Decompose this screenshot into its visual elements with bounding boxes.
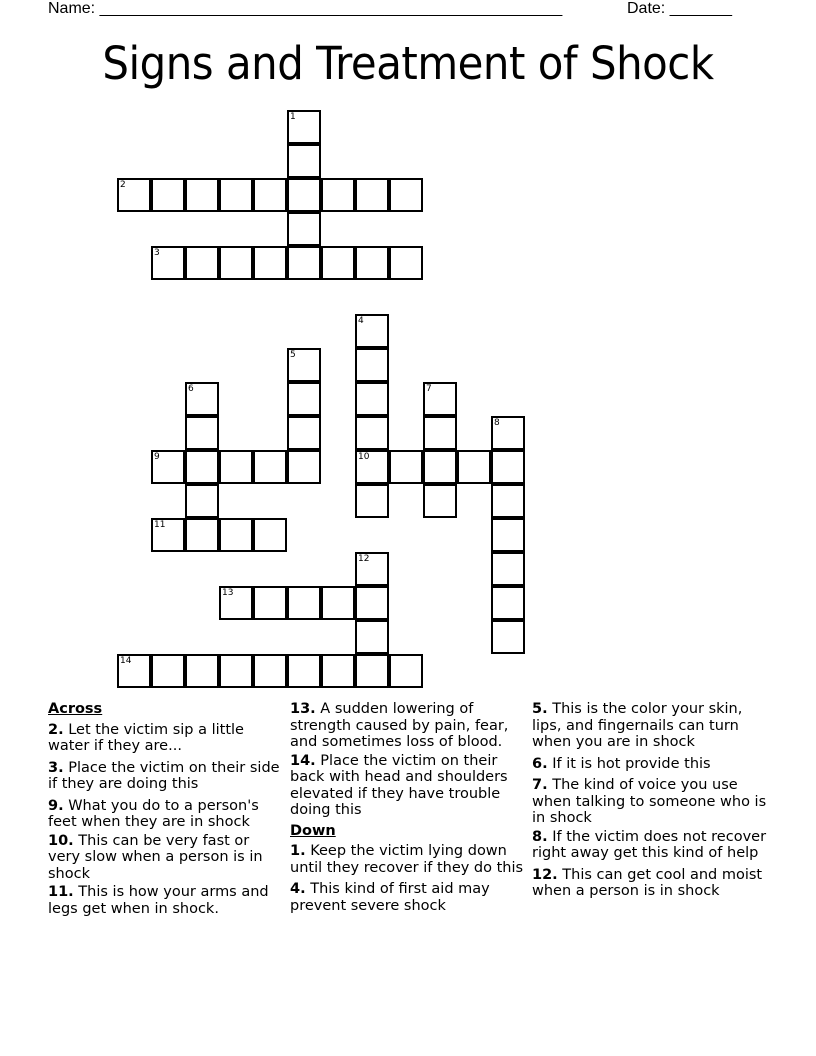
down-heading: Down bbox=[290, 822, 336, 839]
clue-text: Place the victim on their back with head and shoulders elevated if they have trouble doing this bbox=[290, 752, 508, 818]
clue-text: Place the victim on their side if they are doing this bbox=[48, 759, 280, 792]
crossword-cell[interactable] bbox=[185, 178, 219, 212]
crossword-cell[interactable] bbox=[253, 586, 287, 620]
clue-text: This can be very fast or very slow when a person is in shock bbox=[48, 832, 263, 882]
crossword-cell[interactable] bbox=[423, 450, 457, 484]
clue-text: If the victim does not recover right away get this kind of help bbox=[532, 828, 767, 861]
crossword-cell[interactable] bbox=[151, 518, 185, 552]
crossword-cell[interactable] bbox=[287, 416, 321, 450]
crossword-cell[interactable] bbox=[491, 450, 525, 484]
crossword-cell[interactable] bbox=[355, 450, 389, 484]
cell-number: 9 bbox=[154, 452, 160, 462]
crossword-cell[interactable] bbox=[117, 654, 151, 688]
crossword-cell[interactable] bbox=[185, 518, 219, 552]
clue-number: 4. bbox=[290, 881, 306, 897]
crossword-cell[interactable] bbox=[219, 586, 253, 620]
crossword-cell[interactable] bbox=[389, 246, 423, 280]
crossword-cell[interactable] bbox=[287, 212, 321, 246]
crossword-cell[interactable] bbox=[287, 110, 321, 144]
crossword-cell[interactable] bbox=[423, 484, 457, 518]
crossword-cell[interactable] bbox=[287, 450, 321, 484]
clue-across-13 bbox=[290, 701, 526, 751]
clue-number: 7. bbox=[532, 777, 548, 793]
crossword-cell[interactable] bbox=[185, 382, 219, 416]
crossword-cell[interactable] bbox=[355, 552, 389, 586]
clue-across-2 bbox=[48, 722, 284, 755]
clues-column-2 bbox=[290, 701, 526, 919]
cell-number: 2 bbox=[120, 180, 126, 190]
clue-number: 8. bbox=[532, 828, 548, 845]
crossword-cell[interactable] bbox=[491, 552, 525, 586]
clue-number: 11. bbox=[48, 884, 74, 900]
cell-number: 4 bbox=[358, 316, 364, 326]
crossword-cell[interactable] bbox=[355, 586, 389, 620]
clue-number: 5. bbox=[532, 701, 548, 717]
crossword-cell[interactable] bbox=[253, 246, 287, 280]
crossword-cell[interactable] bbox=[491, 484, 525, 518]
crossword-cell[interactable] bbox=[185, 450, 219, 484]
page-title: Signs and Treatment of Shock bbox=[102, 37, 714, 90]
clue-text: The kind of voice you use when talking to someone who is in shock bbox=[532, 777, 767, 826]
clue-down-8 bbox=[532, 829, 768, 862]
clue-across-14 bbox=[290, 753, 526, 819]
clue-text: This can get cool and moist when a person is in shock bbox=[532, 866, 763, 899]
cell-number: 11 bbox=[154, 520, 166, 530]
crossword-cell[interactable] bbox=[355, 348, 389, 382]
crossword-cell[interactable] bbox=[219, 518, 253, 552]
clue-text: A sudden lowering of strength caused by pain, fear, and sometimes loss of blood. bbox=[290, 701, 509, 750]
crossword-cell[interactable] bbox=[321, 654, 355, 688]
clue-across-10 bbox=[48, 833, 284, 883]
clue-number: 14. bbox=[290, 752, 316, 769]
clue-down-12 bbox=[532, 867, 768, 900]
crossword-cell[interactable] bbox=[491, 518, 525, 552]
crossword-cell[interactable] bbox=[389, 654, 423, 688]
clue-down-6 bbox=[532, 756, 768, 773]
crossword-cell[interactable] bbox=[151, 246, 185, 280]
clue-number: 9. bbox=[48, 797, 64, 814]
crossword-cell[interactable] bbox=[185, 484, 219, 518]
crossword-cell[interactable] bbox=[355, 178, 389, 212]
crossword-cell[interactable] bbox=[185, 654, 219, 688]
crossword-cell[interactable] bbox=[355, 382, 389, 416]
clues-column-1 bbox=[48, 701, 284, 922]
crossword-cell[interactable] bbox=[491, 416, 525, 450]
cell-number: 1 bbox=[290, 112, 296, 122]
crossword-cell[interactable] bbox=[287, 654, 321, 688]
cell-number: 14 bbox=[120, 656, 132, 666]
clue-number: 1. bbox=[290, 843, 306, 859]
crossword-cell[interactable] bbox=[355, 314, 389, 348]
clue-number: 13. bbox=[290, 701, 316, 717]
crossword-cell[interactable] bbox=[321, 178, 355, 212]
clue-number: 3. bbox=[48, 759, 64, 776]
crossword-cell[interactable] bbox=[151, 178, 185, 212]
crossword-cell[interactable] bbox=[355, 416, 389, 450]
clue-number: 10. bbox=[48, 832, 74, 849]
crossword-cell[interactable] bbox=[253, 654, 287, 688]
crossword-cell[interactable] bbox=[287, 348, 321, 382]
name-field[interactable]: Name: ____________________________________________________ bbox=[48, 0, 563, 17]
crossword-cell[interactable] bbox=[287, 144, 321, 178]
across-heading: Across bbox=[48, 701, 103, 717]
crossword-cell[interactable] bbox=[355, 654, 389, 688]
crossword-cell[interactable] bbox=[491, 620, 525, 654]
clue-text: This is the color your skin, lips, and fingernails can turn when you are in shock bbox=[532, 701, 743, 750]
clue-across-11 bbox=[48, 884, 284, 917]
date-field[interactable]: Date: _______ bbox=[627, 0, 732, 17]
clue-text: Let the victim sip a little water if they are... bbox=[48, 721, 244, 754]
cell-number: 8 bbox=[494, 418, 500, 428]
crossword-cell[interactable] bbox=[321, 586, 355, 620]
crossword-cell[interactable] bbox=[287, 246, 321, 280]
crossword-cell[interactable] bbox=[457, 450, 491, 484]
cell-number: 12 bbox=[358, 554, 370, 564]
clue-number: 12. bbox=[532, 866, 558, 883]
clue-down-5 bbox=[532, 701, 768, 751]
crossword-cell[interactable] bbox=[219, 178, 253, 212]
clue-text: This is how your arms and legs get when in shock. bbox=[48, 884, 269, 917]
crossword-cell[interactable] bbox=[389, 178, 423, 212]
clue-text: Keep the victim lying down until they recover if they do this bbox=[290, 843, 524, 876]
clue-down-1 bbox=[290, 843, 526, 876]
crossword-cell[interactable] bbox=[151, 654, 185, 688]
crossword-cell[interactable] bbox=[151, 450, 185, 484]
crossword-cell[interactable] bbox=[219, 654, 253, 688]
clue-across-3 bbox=[48, 760, 284, 793]
cell-number: 7 bbox=[426, 384, 432, 394]
crossword-cell[interactable] bbox=[117, 178, 151, 212]
cell-number: 5 bbox=[290, 350, 296, 360]
crossword-cell[interactable] bbox=[219, 246, 253, 280]
clue-across-9 bbox=[48, 798, 284, 831]
clue-text: This kind of first aid may prevent severe shock bbox=[290, 881, 490, 914]
crossword-cell[interactable] bbox=[287, 178, 321, 212]
crossword-cell[interactable] bbox=[185, 416, 219, 450]
crossword-cell[interactable] bbox=[355, 484, 389, 518]
cell-number: 3 bbox=[154, 248, 160, 258]
crossword-cell[interactable] bbox=[423, 382, 457, 416]
clue-down-4 bbox=[290, 881, 526, 914]
crossword-cell[interactable] bbox=[491, 586, 525, 620]
cell-number: 13 bbox=[222, 588, 234, 598]
crossword-cell[interactable] bbox=[219, 450, 253, 484]
cell-number: 6 bbox=[188, 384, 194, 394]
crossword-cell[interactable] bbox=[423, 416, 457, 450]
crossword-cell[interactable] bbox=[253, 518, 287, 552]
crossword-cell[interactable] bbox=[355, 620, 389, 654]
crossword-cell[interactable] bbox=[321, 246, 355, 280]
clues-column-3 bbox=[532, 701, 768, 905]
clue-number: 6. bbox=[532, 755, 548, 772]
cell-number: 10 bbox=[358, 452, 370, 462]
clue-number: 2. bbox=[48, 721, 64, 738]
crossword-cell[interactable] bbox=[287, 586, 321, 620]
crossword-cell[interactable] bbox=[253, 178, 287, 212]
clue-text: What you do to a person's feet when they are in shock bbox=[48, 797, 259, 830]
clue-text: If it is hot provide this bbox=[547, 755, 711, 772]
crossword-cell[interactable] bbox=[389, 450, 423, 484]
crossword-cell[interactable] bbox=[287, 382, 321, 416]
crossword-cell[interactable] bbox=[185, 246, 219, 280]
clue-down-7 bbox=[532, 777, 768, 827]
crossword-cell[interactable] bbox=[253, 450, 287, 484]
crossword-cell[interactable] bbox=[355, 246, 389, 280]
